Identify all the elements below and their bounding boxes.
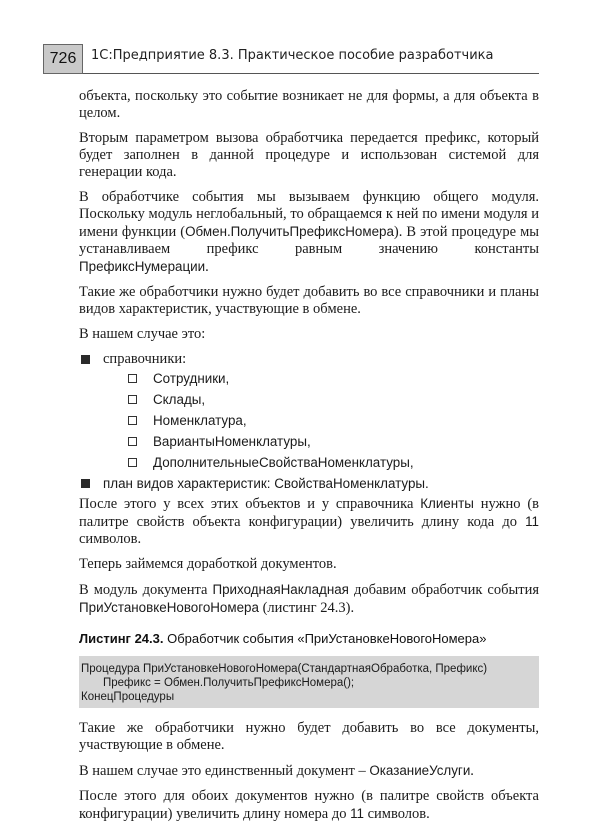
text-run: символов. (79, 531, 142, 547)
paragraph-7: Теперь займемся доработкой документов. (79, 556, 337, 572)
checkbox-bullet-icon (128, 458, 137, 467)
code-term: ПрефиксНумерации (79, 259, 206, 274)
checkbox-bullet-icon (128, 416, 137, 425)
list-item-label: план видов характеристик: (103, 476, 275, 491)
list-item (103, 433, 539, 451)
text-run: . (425, 476, 429, 491)
catalog-name: Склады, (153, 392, 206, 407)
list-item (103, 454, 539, 472)
text-run: (листинг 24.3). (258, 600, 355, 616)
text-run: В обработчике события мы вызываем функцию общего модуля. Поскольку модуль неглобальный, то обращаемся к ней по имени модуля и имени функции ( (79, 189, 539, 240)
number: 11 (350, 806, 364, 821)
checkbox-bullet-icon (128, 395, 137, 404)
list-item (103, 370, 539, 388)
checkbox-bullet-icon (128, 374, 137, 383)
code-term: ОказаниеУслуги (369, 763, 471, 778)
code-listing (79, 656, 539, 708)
text-run: . (470, 763, 474, 779)
catalogs-sublist (103, 370, 539, 472)
paragraph-9: Такие же обработчики нужно будет добавить во все документы, участвующие в обмене. (79, 720, 539, 753)
text-run: нужно (в палитре свойств объекта конфигурации) увеличить длину кода до (79, 496, 539, 530)
catalog-name: Номенклатура, (153, 413, 247, 428)
listing-caption (79, 630, 539, 647)
paragraph-6 (79, 495, 539, 548)
page-body (79, 88, 539, 831)
text-run: символов. (363, 806, 430, 822)
checkbox-bullet-icon (128, 437, 137, 446)
code-line: Префикс = Обмен.ПолучитьПрефиксНомера(); (103, 677, 355, 689)
page-number: 726 (43, 44, 83, 74)
code-term: ПриходнаяНакладная (212, 582, 349, 597)
code-term: Клиенты (420, 496, 474, 511)
code-term: СвойстваНоменклатуры (274, 476, 426, 491)
header-rule (83, 73, 539, 74)
list-item (103, 391, 539, 409)
paragraph-11 (79, 788, 539, 823)
code-term: ПриУстановкеНовогоНомера (79, 600, 259, 615)
catalog-name: ДополнительныеСвойстваНоменклатуры, (153, 455, 414, 470)
text-run: После этого у всех этих объектов и у справочника (79, 496, 421, 512)
bullet-square-icon (81, 479, 90, 488)
bullet-square-icon (81, 355, 90, 364)
paragraph-3 (79, 189, 539, 276)
text-run: ). В этой процедуре мы устанавливаем префикс равным значению константы (79, 224, 539, 257)
text-run: В модуль документа (79, 582, 213, 598)
paragraph-4: Такие же обработчики нужно будет добавить во все справочники и планы видов характеристик, участвующие в обмене. (79, 284, 539, 317)
catalog-name: ВариантыНоменклатуры, (153, 434, 311, 449)
code-term: Обмен.ПолучитьПрефиксНомера (185, 224, 394, 239)
list-item-label: справочники: (103, 351, 187, 367)
listing-number: Листинг 24.3. (79, 631, 164, 646)
text-run: добавим обработчик события (348, 582, 539, 598)
listing-title: Обработчик события «ПриУстановкеНовогоНомера» (163, 631, 487, 646)
catalog-name: Сотрудники, (153, 371, 230, 386)
list-item (103, 412, 539, 430)
paragraph-1: объекта, поскольку это событие возникает не для формы, а для объекта в целом. (79, 88, 539, 121)
list-item-characteristics (79, 475, 539, 493)
code-line: Процедура ПриУстановкеНовогоНомера(СтандартнаяОбработка, Префикс) (81, 663, 488, 675)
list-item-catalogs (79, 351, 539, 472)
paragraph-8 (79, 581, 539, 617)
text-run: В нашем случае это единственный документ – (79, 763, 370, 779)
paragraph-2: Вторым параметром вызова обработчика передается префикс, который будет заполнен в данной процедуре и использован системой для генерации кода. (79, 130, 539, 180)
number: 11 (525, 514, 539, 529)
running-title: 1С:Предприятие 8.3. Практическое пособие разработчика (91, 48, 494, 63)
paragraph-10 (79, 762, 539, 780)
paragraph-5: В нашем случае это: (79, 326, 206, 342)
text-run: После этого для обоих документов нужно (в палитре свойств объекта конфигурации) увеличить длину номера до (79, 788, 539, 822)
page-header (43, 44, 539, 74)
text-run: . (205, 259, 209, 275)
objects-list (79, 351, 539, 493)
code-line: КонецПроцедуры (81, 691, 175, 703)
